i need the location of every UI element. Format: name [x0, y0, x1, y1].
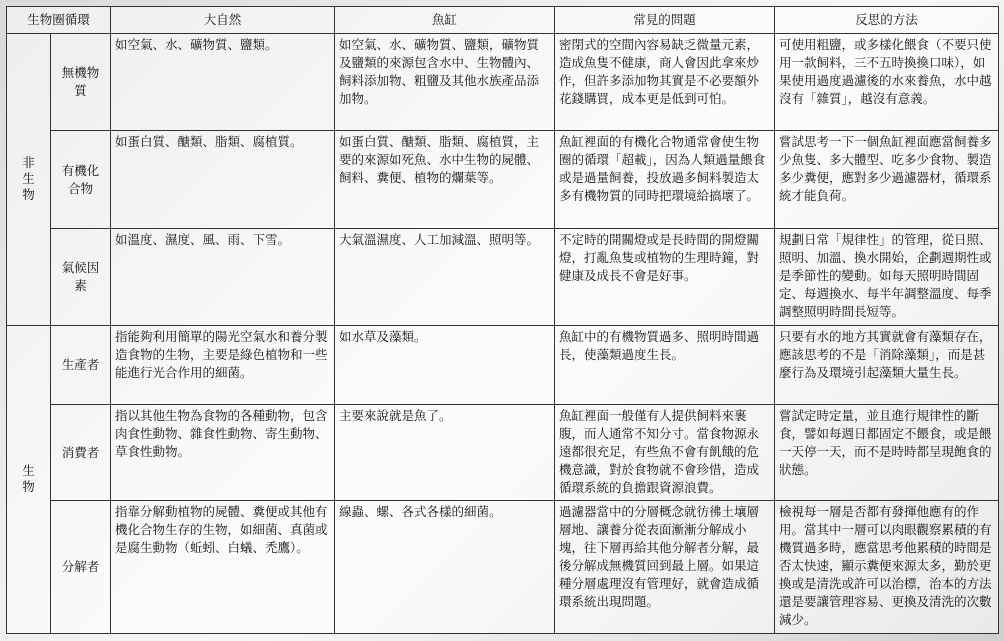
group-label-nonliving: 非生物 [7, 34, 51, 326]
header-cycle: 生物圈循環 [7, 7, 111, 34]
group-label-living: 生物 [7, 326, 51, 634]
cell-problem: 過濾器當中的分層概念就彷彿土壤層層地、讓養分從表面漸漸分解成小塊，往下層再給其他分解者分解，最後分解成無機質回到最上層。如果這種分層處理沒有管理好，就會造成循環系統出現問題。 [555, 501, 775, 634]
cell-method: 只要有水的地方其實就會有藻類存在，應該思考的不是「消除藻類」，而是甚麼行為及環境引起藻類大量生長。 [775, 326, 999, 405]
cell-tank: 主要來說就是魚了。 [335, 405, 555, 501]
header-nature: 大自然 [111, 7, 335, 34]
cell-tank: 大氣溫濕度、人工加減溫、照明等。 [335, 229, 555, 326]
row-name: 氣候因素 [51, 229, 111, 326]
table-row [7, 405, 999, 501]
row-name: 分解者 [51, 501, 111, 634]
table-row [7, 229, 999, 326]
table-row [7, 131, 999, 229]
table-header-row [7, 7, 999, 34]
header-method: 反思的方法 [775, 7, 999, 34]
cell-method: 規劃日常「規律性」的管理，從日照、照明、加溫、換水開始，企劃週期性或是季節性的變動。如每天照明時間固定、每週換水、每半年調整溫度、每季調整照明時間長短等。 [775, 229, 999, 326]
header-tank: 魚缸 [335, 7, 555, 34]
cell-nature: 指靠分解動植物的屍體、糞便或其他有機化合物生存的生物，如細菌、真菌或是腐生動物（蚯蚓、白蟻、禿鷹）。 [111, 501, 335, 634]
cell-tank: 如水草及藻類。 [335, 326, 555, 405]
cell-method: 嘗試思考一下一個魚缸裡面應當飼養多少魚隻、多大體型、吃多少食物、製造多少糞便，應對多少過濾器材，循環系統才能負荷。 [775, 131, 999, 229]
cell-tank: 線蟲、螺、各式各樣的細菌。 [335, 501, 555, 634]
table-row [7, 501, 999, 634]
cell-nature: 指以其他生物為食物的各種動物，包含肉食性動物、雜食性動物、寄生動物、草食性動物。 [111, 405, 335, 501]
cell-method: 可使用粗鹽，或多樣化餵食（不要只使用一款飼料，三不五時換換口味），如果使用過度過濾後的水來養魚，水中越沒有「雜質」，越沒有意義。 [775, 34, 999, 131]
cell-problem: 不定時的開關燈或是長時間的開燈關燈，打亂魚隻或植物的生理時鐘，對健康及成長不會是好事。 [555, 229, 775, 326]
header-problem: 常見的問題 [555, 7, 775, 34]
table-row [7, 326, 999, 405]
cell-tank: 如空氣、水、礦物質、鹽類，礦物質及鹽類的來源包含水中、生物體內、飼料添加物、粗鹽及其他水族產品添加物。 [335, 34, 555, 131]
cell-method: 檢視每一層是否都有發揮他應有的作用。當其中一層可以肉眼觀察累積的有機質過多時，應當思考他累積的時間是否太快速，顯示糞便來源太多，勤於更換或是清洗或許可以治標，治本的方法還是要讓管理容易、更換及清洗的次數減少。 [775, 501, 999, 634]
cell-problem: 密閉式的空間內容易缺乏微量元素，造成魚隻不健康，商人會因此拿來炒作，但許多添加物其實是不必要額外花錢購買，成本更是低到可怕。 [555, 34, 775, 131]
cell-nature: 指能夠利用簡單的陽光空氣水和養分製造食物的生物，主要是綠色植物和一些能進行光合作用的細菌。 [111, 326, 335, 405]
row-name: 無機物質 [51, 34, 111, 131]
cell-nature: 如溫度、濕度、風、雨、下雪。 [111, 229, 335, 326]
row-name: 生產者 [51, 326, 111, 405]
row-name: 有機化合物 [51, 131, 111, 229]
table-row [7, 34, 999, 131]
cell-problem: 魚缸裡面一般僅有人提供飼料來裹腹，而人通常不知分寸。當食物源永遠都很充足，有些魚不會有飢餓的危機意識，對於食物就不會珍惜，造成循環系統的負擔跟資源浪費。 [555, 405, 775, 501]
cell-nature: 如空氣、水、礦物質、鹽類。 [111, 34, 335, 131]
cell-problem: 魚缸裡面的有機化合物通常會使生物圈的循環「超載」，因為人類過量餵食或是過量飼養，投放過多飼料製造太多有機物質的同時把環境給搞壞了。 [555, 131, 775, 229]
cell-method: 嘗試定時定量，並且進行規律性的斷食，譬如每週日都固定不餵食，或是餵一天停一天，而不是時時都呈現飽食的狀態。 [775, 405, 999, 501]
cell-tank: 如蛋白質、醣類、脂類、腐植質，主要的來源如死魚、水中生物的屍體、飼料、糞便、植物的爛葉等。 [335, 131, 555, 229]
ecosystem-comparison-table [6, 6, 999, 634]
cell-problem: 魚缸中的有機物質過多、照明時間過長，使藻類過度生長。 [555, 326, 775, 405]
row-name: 消費者 [51, 405, 111, 501]
cell-nature: 如蛋白質、醣類、脂類、腐植質。 [111, 131, 335, 229]
